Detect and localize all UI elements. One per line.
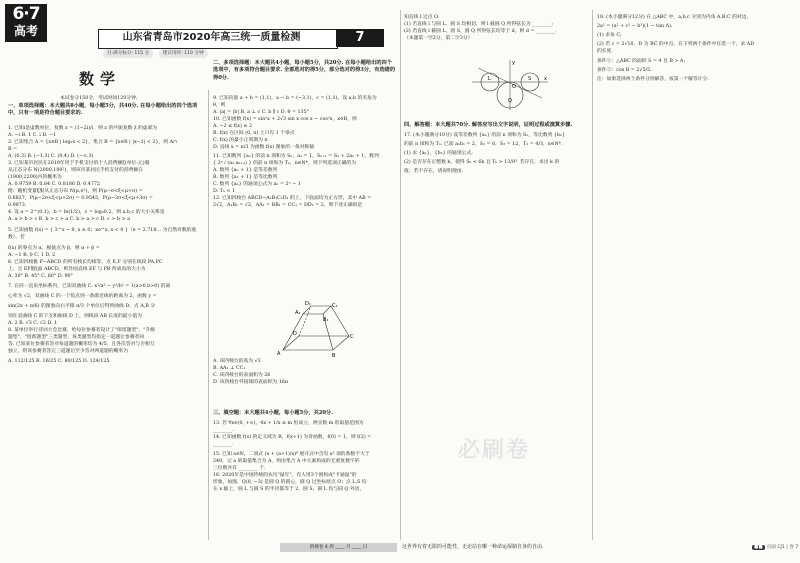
- text-line: 答. 已知某位参赛者答对每道题的概率均为 4/5，且各次答对与否相互: [8, 342, 155, 347]
- text-line: 7. 在同一直角坐标系内，已知双曲线 C: x²/a² − y²/b² = 1(a>0,b>0) 的离: [8, 284, 171, 289]
- column-divider: [208, 90, 209, 540]
- text-line: C. 数列 {aₙ} 的通项公式为 aₙ = 2ⁿ − 1: [213, 182, 301, 187]
- exam-title: 山东省青岛市2020年高三统一质量检测: [122, 32, 301, 43]
- section-3-heading: 三、填空题：本大题共4小题，每小题5分，共20分.: [213, 410, 333, 416]
- cartoon-mouse-figure: [470, 58, 550, 114]
- date-bar: 阶梯卷 4 周 ____ 月 ____ 日: [280, 543, 397, 552]
- score-pill: 目·满分标分: 115 分: [103, 49, 153, 58]
- text-line: 3. 已知某市居民在2019年用于手机支付的个人消费额ξ(单位:元)服: [8, 161, 150, 166]
- text-line: A. 0.9759 B. 0.84 C. 0.8186 D. 0.4772: [8, 182, 100, 187]
- text-line: 9. 已知向量 a + b = (1,1)，a − b = (−3,1)，c = (1,1)，设 a,b 的夹角为: [213, 96, 377, 101]
- point-label: O: [512, 84, 516, 90]
- text-line: 题型"、"创新题型"三类题型，每类题型均指定一道题让参赛者回: [8, 335, 145, 340]
- text-line: 上，且 EF∥底面 ABCD，则异面直线 EF 与 PB 所成角的大小为: [8, 267, 146, 272]
- text-line: A. (0,3) B. (−1,3) C. (0,4) D. (−∞,3): [8, 154, 94, 159]
- text-line: 16. 2020年是中国传统的农历"鼠年"，有人用3个圆构成"卡通鼠"的: [213, 473, 357, 478]
- vertex-label: C₁: [332, 303, 338, 309]
- text-line: 18. (本小题满分12分) 在 △ABC 中，a,b,c 分别为内角 A,B,C 的对边，: [597, 15, 752, 20]
- logo-bottom-text: 高考: [13, 24, 38, 38]
- question-12-options: [213, 358, 399, 386]
- question-16-continued: [404, 14, 590, 42]
- text-line: 条件①：△ABC 的面积 S = 4 且 B > A;: [597, 59, 685, 64]
- axis-label: x: [544, 76, 547, 82]
- text-line: 240，记 a 的取值集合为 A，则由集合 A 中元素构成的无重复数字的: [213, 459, 360, 464]
- text-line: 注：如果选择两个条件分别解答，按第一个解答计分.: [597, 77, 709, 82]
- text-line: 从正态分布 N(2000,100²)，则该市某居民手机支付的消费额在: [8, 168, 144, 173]
- exam-intro: 本试卷分150分，考试时间120分钟。: [60, 96, 141, 101]
- point-label: Q: [508, 98, 512, 104]
- text-line: B. 数列 {aₙ + 1} 是等比数列: [213, 175, 278, 180]
- vertex-label: B: [332, 353, 336, 359]
- axis-label: y: [512, 60, 515, 66]
- text-line: C. 该四棱台的表面积为 26: [213, 373, 271, 378]
- text-line: A. −1 B. 0 C. 1 D. 2: [8, 253, 56, 258]
- text-line: 8. 某单位举行诗词大会比赛，给每位参赛者设计了"保留题型"、"升级: [8, 328, 156, 333]
- text-line: 12. 已知四棱台 ABCD−A₁B₁C₁D₁ 的上、下底面均为正方形，其中 AB =: [213, 196, 372, 201]
- text-line: (1) 求角 C;: [597, 33, 622, 38]
- subject-title: 数学: [78, 70, 121, 88]
- text-line: 别在双曲线 C 的下支和曲线 D 上，则线段 AB 长度的最小值为: [8, 314, 142, 319]
- text-line: A. a > b > c B. b > c > a C. b > a > c D. c > b > a: [8, 217, 130, 222]
- text-line: (1) 若直线 l 与圆 L、圆 S 均相切，则 l 截圆 Q 所得弦长为 ________;: [404, 22, 553, 27]
- text-line: 0.9973.: [8, 203, 27, 208]
- text-line: (1) 求 {aₙ}，{bₙ} 的通项公式;: [404, 151, 473, 156]
- text-line: { 2ⁿ / (aₙ·aₙ₊₁) } 的前 n 项和为 Tₙ，n∈N*，则下列选项正确的为: [213, 161, 356, 166]
- vertex-label: B₁: [323, 317, 329, 323]
- page-number-text: 页面 CJ1 | 卷 7: [766, 545, 799, 550]
- text-line: 1. 已知i是虚数单位，复数 z = (1−2i)/i，则 z 的共轭复数 z̄ 的虚部为: [8, 126, 158, 131]
- frustum-top: [303, 306, 331, 314]
- section-4-heading: 四、解答题：本大题共70分. 解答应写出文字说明，证明过程或演算步骤.: [404, 122, 573, 128]
- question-17: [404, 132, 590, 175]
- motto-text: 这世界有着无限的可能性，无论站在哪一种命运保制自身的自由.: [402, 544, 544, 550]
- frustum-hidden-edge: [299, 306, 311, 336]
- vertex-label: C: [350, 334, 354, 340]
- section-1-heading: 一、单项选择题：本大题共8小题，每小题5分，共40分. 在每小题给出的四个选项中，只有一项是符合题目要求的.: [8, 103, 198, 117]
- section-2-heading: 二、多项选择题：本大题共4小题，每小题5分，共20分. 在每小题给出的四个选项中，有多项符合题目要求. 全部选对的得5分，部分选对的得3分，有选错的得0分.: [213, 60, 396, 81]
- time-pill: 建议用时: 110 分钟: [159, 49, 208, 58]
- text-line: ________.: [213, 428, 234, 433]
- logo-top-text: 6·7: [12, 4, 40, 24]
- text-line: 值；若不存在，请说明理由.: [404, 169, 464, 174]
- text-line: 形象，如图，Q(0, −3) 是圆 Q 的圆心，圆 Q 过坐标原点 O；点 L,S 均: [213, 480, 367, 485]
- text-line: ________.: [213, 442, 234, 447]
- vertex-label: A: [277, 351, 281, 357]
- text-line: A. 2 B. √3 C. √2 D. 1: [8, 321, 58, 326]
- text-line: B =: [8, 147, 18, 152]
- text-line: 的长度.: [597, 49, 613, 54]
- text-line: (2) 是否存在正整数 k，使得 Sₖ < 6k 且 Tₖ > 13/9？若存在，求出 k 的: [404, 160, 560, 165]
- text-line: D. 该四棱台外接球的表面积为 16π: [213, 380, 289, 385]
- vertex-label: A₁: [295, 310, 301, 316]
- page-mark-icon: ■■: [754, 545, 763, 550]
- text-line: 0.6827，P(μ−2σ<ξ<μ+2σ) = 0.9545，P(μ−3σ<ξ<μ+3σ) =: [8, 196, 153, 201]
- vertex-label: D: [293, 331, 297, 337]
- text-line: D. Tₙ < 1: [213, 189, 236, 194]
- text-line: A. 该四棱台的高为 √3: [213, 359, 261, 364]
- text-line: 6. 已知四棱锥 P−ABCD 的所有棱长均相等，点 E,F 分别在线段 PA,PC: [8, 260, 163, 265]
- page-number: [752, 544, 798, 550]
- text-line: 2. 已知集合 A = {x∈R | log₂x < 2}，集合 B = {x∈R | |x−1| < 2}，则 A∩: [8, 140, 178, 145]
- column-1-questions: [8, 125, 206, 368]
- text-line: 10. 已知函数 f(x) = sin²x + 2√3 sin x cos x − cos²x，x∈R，则: [213, 117, 357, 122]
- text-line: 的前 n 项和为 Tₙ. 已知 a₁b₁ = 2，S₂ = 6，S₃ = 12，T₂ = 4/3，n∈N*.: [404, 142, 563, 147]
- text-line: D. 直线 x = π/3 为函数 f(x) 图象的一条对称轴: [213, 145, 315, 150]
- text-line: A. |a| = |b| B. a ⊥ c C. b ∥ c D. θ = 135°: [213, 110, 310, 115]
- text-line: 条件②：cos B = 2√5/5.: [597, 68, 652, 73]
- text-line: 心率为 √2，双曲线 C 的一个焦点到一条渐近线的距离为 2，函数 y =: [8, 294, 157, 299]
- text-line: A. −i B. 1 C. i D. −1: [8, 133, 57, 138]
- column-2-questions: [213, 95, 399, 209]
- text-line: 2a² = (a² + c² − b²)(1 − tan A).: [597, 24, 673, 29]
- text-line: 2√2，A₁B₁ = √2，AA₁ = BB₁ = CC₁ = DD₁ = 2，则下述正确的是: [213, 203, 363, 208]
- question-18: [597, 14, 793, 83]
- text-line: f(x) 的零点为 α，极值点为 β，则 α + β =: [8, 246, 100, 251]
- text-line: C. f(x) 的最小正周期为 π: [213, 138, 268, 143]
- column-divider: [400, 10, 401, 540]
- column-2-fill-questions: [213, 420, 399, 493]
- text-line: 知直线 l 过点 O.: [404, 15, 440, 20]
- text-line: A. 112/125 B. 16/25 C. 80/125 D. 124/125: [8, 359, 110, 364]
- text-line: θ，则: [213, 103, 226, 108]
- text-line: A. −2 ≤ f(x) ≤ 2: [213, 124, 252, 129]
- text-line: 独立，则该参赛者答完三道题后至少答对两道题的概率为: [8, 349, 128, 354]
- text-line: B. AA₁ ⊥ CC₁: [213, 366, 246, 371]
- vertex-label: D₁: [305, 301, 311, 307]
- text-line: 附：随机变量ξ服从正态分布 N(μ,σ²)，则 P(μ−σ<ξ<μ+σ) =: [8, 189, 143, 194]
- frustum-base: [283, 336, 349, 350]
- point-label: L: [488, 76, 491, 82]
- text-line: 11. 已知数列 {aₙ} 的前 n 项和为 Sₙ，a₁ = 1，Sₙ₊₁ = Sₙ + 2aₙ + 1，数列: [213, 154, 379, 159]
- frustum-figure: [275, 300, 355, 362]
- text-line: (2) 若 c = 2√10，D 为 BC 的中点，在下列两个条件中任选一个，求 AD: [597, 42, 755, 47]
- text-line: sin(2x + π/6) 的图象向右平移 π/3 个单位后得到曲线 D，点 A,B 分: [8, 304, 156, 309]
- text-line: 三位数共有 ________ 个.: [213, 466, 266, 471]
- brand-logo: [5, 4, 47, 42]
- text-line: 4. 设 a = 2^(0.1)，b = ln(1/2)，c = log₂0.2，则 a,b,c 的大小关系是: [8, 210, 165, 215]
- frustum-edge: [331, 306, 349, 336]
- text-line: B. f(x) 在区间 (0, π) 上只有 1 个零点: [213, 131, 295, 136]
- text-line: 13. 若 ∀x∈(0, +∞)，4x + 1/x ≥ m 恒成立，则实数 m 的取值范围为: [213, 421, 364, 426]
- text-line: 15. 已知 a∈N，二项式 (x + (a+1)/x)⁶ 展开式中含有 x² 项的系数不大于: [213, 452, 370, 457]
- watermark-stamp: 必刷卷: [458, 438, 531, 463]
- text-line: 在 x 轴上，圆 L 与圆 S 的半径都等于 2，圆 S、圆 L 均与圆 Q 外切，: [213, 487, 365, 492]
- text-line: (2) 若直线 l 截圆 L、圆 S、圆 Q 所得弦长均等于 d，则 d = ________.: [404, 29, 557, 34]
- text-line: A. 数列 {aₙ + 1} 是等差数列: [213, 168, 278, 173]
- text-line: 5. 已知函数 f(x) = { 3^x − 9, x ≥ 0；xe^x, x < 0 }（e = 2.718… 为自然对数的底数），若: [8, 228, 197, 240]
- point-label: S: [528, 76, 532, 82]
- text-line: 14. 已知函数 f(x) 的定义域为 R，f(x+1) 为奇函数，f(0) = 1，则 f(2) =: [213, 435, 372, 440]
- score-time-bar: [103, 49, 283, 58]
- column-divider: [592, 10, 593, 540]
- text-line: （本题第一空2分，第二空3分）: [404, 36, 473, 41]
- exam-number: 7: [336, 29, 384, 47]
- text-line: (1900,2200)内的概率为: [8, 175, 62, 180]
- text-line: A. 30° B. 45° C. 60° D. 90°: [8, 274, 73, 279]
- text-line: 17. (本小题满分10分) 设等差数列 {aₙ} 的前 n 项和为 Sₙ，等比数列 {bₙ}: [404, 133, 566, 138]
